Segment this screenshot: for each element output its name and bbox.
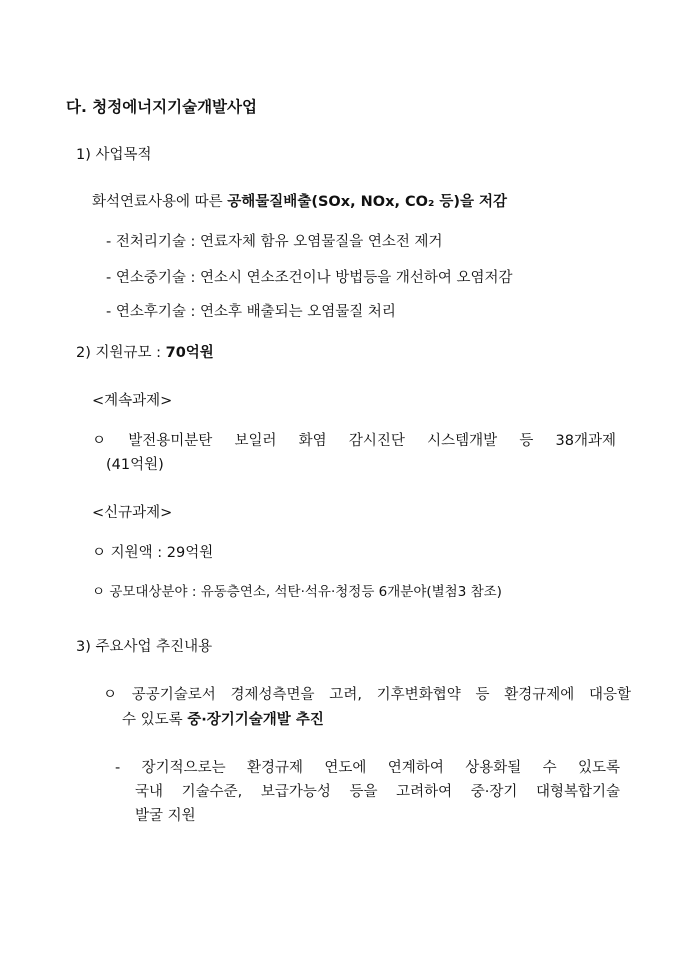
combustion-item: - 연소중기술 : 연소시 연소조건이나 방법등을 개선하여 오염저감 bbox=[106, 270, 513, 286]
purpose-heading: 1) 사업목적 bbox=[76, 147, 152, 163]
section-title: 다. 청정에너지기술개발사업 bbox=[66, 98, 257, 116]
continuing-projects-amount: (41억원) bbox=[106, 457, 164, 473]
support-scale-amount: 70억원 bbox=[165, 345, 214, 361]
new-projects-label: <신규과제> bbox=[92, 505, 173, 521]
longterm-line3: 발굴 지원 bbox=[135, 808, 196, 824]
main-bullet-line2 bbox=[122, 710, 324, 730]
pretreatment-item: - 전처리기술 : 연료자체 함유 오염물질을 연소전 제거 bbox=[106, 234, 443, 250]
continuing-projects-label: <계속과제> bbox=[92, 393, 173, 409]
continuing-projects-line: ㅇ 발전용미분탄 보일러 화염 감시진단 시스템개발 등 38개과제 bbox=[92, 433, 616, 449]
main-bullet-text: 수 있도록 bbox=[122, 712, 188, 728]
longterm-line1: - 장기적으로는 환경규제 연도에 연계하여 상용화될 수 있도록 bbox=[115, 760, 620, 776]
new-projects-fields: ㅇ 공모대상분야 : 유동층연소, 석탄·석유·청정등 6개분야(별첨3 참조) bbox=[92, 584, 502, 600]
longterm-line2: 국내 기술수준, 보급가능성 등을 고려하여 중·장기 대형복합기술 bbox=[135, 784, 620, 800]
posttreatment-item: - 연소후기술 : 연소후 배출되는 오염물질 처리 bbox=[106, 304, 396, 320]
support-scale-heading bbox=[76, 343, 214, 363]
purpose-bullet-emphasis: 공해물질배출(SOx, NOx, CO₂ 등)을 저감 bbox=[227, 194, 508, 210]
new-projects-support: ㅇ 지원액 : 29억원 bbox=[92, 545, 214, 561]
purpose-bullet bbox=[92, 192, 507, 212]
support-scale-label: 2) 지원규모 : bbox=[76, 345, 166, 361]
purpose-bullet-text: 화석연료사용에 따른 bbox=[92, 194, 228, 210]
main-bullet-emphasis: 중·장기기술개발 추진 bbox=[187, 712, 324, 728]
main-content-heading: 3) 주요사업 추진내용 bbox=[76, 639, 213, 655]
main-bullet-line1: ㅇ 공공기술로서 경제성측면을 고려, 기후변화협약 등 환경규제에 대응할 bbox=[103, 687, 631, 703]
